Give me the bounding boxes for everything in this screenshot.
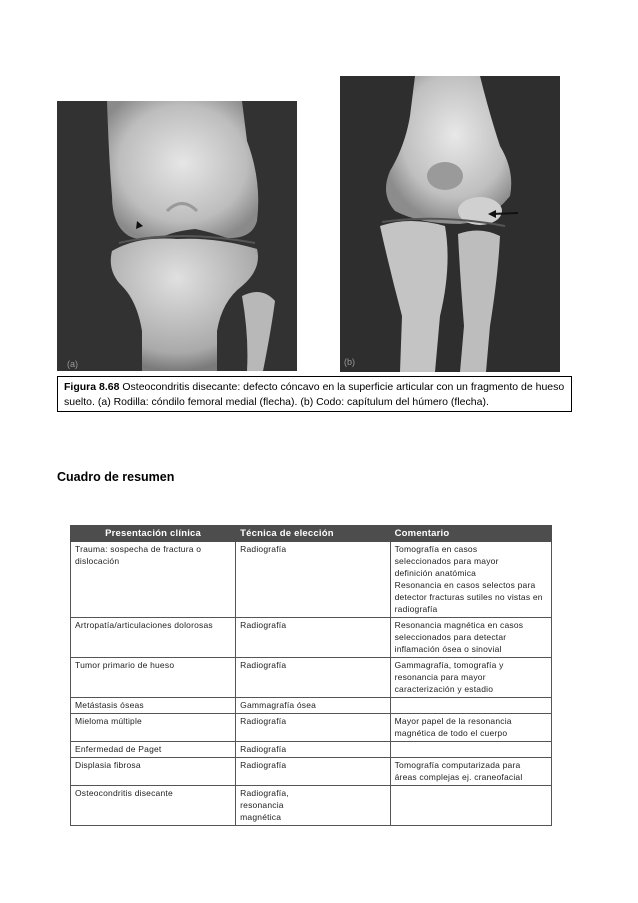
cell-line: Displasia fibrosa xyxy=(75,760,141,770)
caption-text: Osteocondritis disecante: defecto cóncavo en la superficie articular con un fragmento de hueso suelto. (a) Rodilla: cóndilo femoral medial (flecha). (b) Codo: capítulum del húmero (flecha). xyxy=(64,381,565,408)
table-row xyxy=(71,714,552,742)
table-row xyxy=(71,542,552,618)
summary-title: Cuadro de resumen xyxy=(57,470,175,484)
cell-line: Tomografía computarizada para xyxy=(394,760,521,770)
table-header-row xyxy=(71,526,552,542)
panel-b-label: (b) xyxy=(344,357,355,367)
presentation-cell xyxy=(71,742,236,758)
cell-line: definición anatómica xyxy=(394,568,477,578)
table-body xyxy=(71,542,552,826)
technique-cell xyxy=(236,786,390,826)
table-row xyxy=(71,618,552,658)
cell-line: magnética de todo el cuerpo xyxy=(394,728,508,738)
technique-cell xyxy=(236,542,390,618)
cell-line: seleccionados para detectar xyxy=(394,632,507,642)
presentation-cell xyxy=(71,714,236,742)
presentation-cell xyxy=(71,618,236,658)
presentation-cell xyxy=(71,542,236,618)
cell-line: áreas complejas ej. craneofacial xyxy=(394,772,523,782)
cell-line: radiografía xyxy=(394,604,438,614)
cell-line: caracterización y estadio xyxy=(394,684,494,694)
cell-line: Radiografía xyxy=(240,620,287,630)
header-presentation: Presentación clínica xyxy=(71,526,236,542)
cell-line: Radiografía xyxy=(240,544,287,554)
comment-cell xyxy=(390,618,551,658)
technique-cell xyxy=(236,758,390,786)
cell-line: Metástasis óseas xyxy=(75,700,144,710)
cell-line: Enfermedad de Paget xyxy=(75,744,162,754)
header-technique: Técnica de elección xyxy=(236,526,390,542)
comment-cell xyxy=(390,658,551,698)
header-comment: Comentario xyxy=(390,526,551,542)
technique-cell xyxy=(236,714,390,742)
cell-line: Mayor papel de la resonancia xyxy=(394,716,512,726)
panel-a-label: (a) xyxy=(67,359,78,369)
comment-cell xyxy=(390,542,551,618)
presentation-cell xyxy=(71,758,236,786)
table-row xyxy=(71,742,552,758)
cell-line: dislocación xyxy=(75,556,120,566)
cell-line: Radiografía xyxy=(240,744,287,754)
cell-line: Resonancia en casos selectos para xyxy=(394,580,536,590)
knee-xray-image xyxy=(57,101,297,371)
cell-line: Radiografía xyxy=(240,716,287,726)
table-row xyxy=(71,658,552,698)
cell-line: Mieloma múltiple xyxy=(75,716,142,726)
summary-table xyxy=(70,525,552,826)
table-row xyxy=(71,786,552,826)
comment-cell xyxy=(390,714,551,742)
table-row xyxy=(71,698,552,714)
technique-cell xyxy=(236,742,390,758)
cell-line: inflamación ósea o sinovial xyxy=(394,644,502,654)
cell-line: Radiografía xyxy=(240,660,287,670)
cell-line: Gammagrafía, tomografía y xyxy=(394,660,504,670)
technique-cell xyxy=(236,698,390,714)
cell-line: detector fracturas sutiles no vistas en xyxy=(394,592,543,602)
cell-line: Gammagrafía ósea xyxy=(240,700,317,710)
elbow-xray-image xyxy=(340,76,560,372)
comment-cell xyxy=(390,758,551,786)
cell-line: Tumor primario de hueso xyxy=(75,660,175,670)
cell-line: Radiografía, xyxy=(240,788,289,798)
cell-line: resonancia para mayor xyxy=(394,672,486,682)
table-row xyxy=(71,758,552,786)
technique-cell xyxy=(236,618,390,658)
comment-cell xyxy=(390,698,551,714)
presentation-cell xyxy=(71,658,236,698)
technique-cell xyxy=(236,658,390,698)
cell-line: Osteocondritis disecante xyxy=(75,788,173,798)
cell-line: magnética xyxy=(240,812,282,822)
presentation-cell xyxy=(71,786,236,826)
cell-line: seleccionados para mayor xyxy=(394,556,499,566)
figure-caption xyxy=(57,376,572,412)
cell-line: Artropatía/articulaciones dolorosas xyxy=(75,620,213,630)
presentation-cell xyxy=(71,698,236,714)
cell-line: Resonancia magnética en casos xyxy=(394,620,524,630)
caption-number: Figura 8.68 xyxy=(64,381,120,393)
cell-line: resonancia xyxy=(240,800,284,810)
cell-line: Tomografía en casos xyxy=(394,544,478,554)
comment-cell xyxy=(390,742,551,758)
comment-cell xyxy=(390,786,551,826)
cell-line: Trauma: sospecha de fractura o xyxy=(75,544,202,554)
cell-line: Radiografía xyxy=(240,760,287,770)
